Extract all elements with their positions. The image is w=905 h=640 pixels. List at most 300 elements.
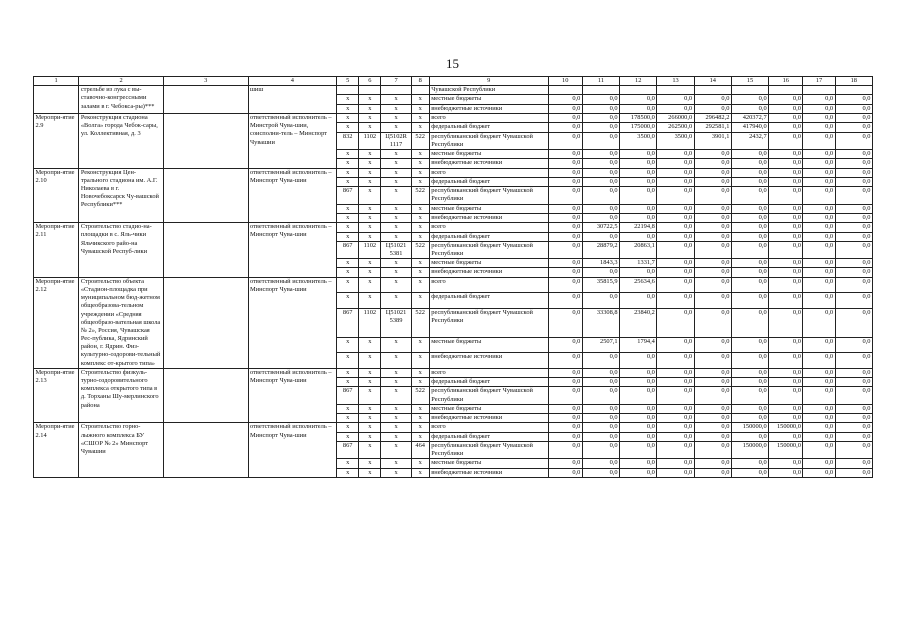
table-row [34, 168, 873, 177]
year-value-3: 3500,0 [620, 132, 657, 149]
year-value-5: 0,0 [694, 213, 731, 222]
year-value-2: 2507,1 [582, 337, 619, 353]
year-value-8: 0,0 [803, 95, 835, 104]
year-value-7: 0,0 [769, 132, 803, 149]
code-grbs: 867 [337, 308, 359, 337]
year-value-4: 0,0 [657, 268, 694, 277]
year-value-8: 0,0 [803, 353, 835, 369]
code-type: 464 [411, 441, 429, 458]
year-value-2: 0,0 [582, 177, 619, 186]
year-value-2: 28879,2 [582, 241, 619, 258]
year-value-1: 0,0 [548, 268, 582, 277]
funding-source: местные бюджеты [429, 259, 548, 268]
year-value-2 [582, 86, 619, 95]
year-value-8: 0,0 [803, 414, 835, 423]
year-value-7: 0,0 [769, 159, 803, 168]
year-value-7: 0,0 [769, 432, 803, 441]
year-value-5: 0,0 [694, 414, 731, 423]
year-value-2: 35815,9 [582, 277, 619, 293]
year-value-5: 0,0 [694, 387, 731, 404]
funding-source: внебюджетные источники [429, 104, 548, 113]
year-value-3: 0,0 [620, 168, 657, 177]
year-value-7: 0,0 [769, 241, 803, 258]
year-value-3: 0,0 [620, 423, 657, 432]
year-value-9: 0,0 [835, 268, 872, 277]
year-value-6: 0,0 [731, 459, 768, 468]
code-section: x [359, 123, 381, 132]
funding-source: всего [429, 368, 548, 377]
measure-responsible: ответственный исполнитель – Минспорт Чува-шии [248, 277, 337, 368]
column-number-6: 6 [359, 77, 381, 86]
code-section: 1102 [359, 241, 381, 258]
year-value-3: 0,0 [620, 459, 657, 468]
year-value-1: 0,0 [548, 378, 582, 387]
table-row [34, 277, 873, 293]
code-target: x [381, 337, 411, 353]
year-value-9: 0,0 [835, 337, 872, 353]
code-type: x [411, 177, 429, 186]
year-value-2: 0,0 [582, 213, 619, 222]
year-value-7: 0,0 [769, 123, 803, 132]
code-grbs: x [337, 213, 359, 222]
year-value-9: 0,0 [835, 150, 872, 159]
year-value-6: 0,0 [731, 387, 768, 404]
year-value-4: 0,0 [657, 404, 694, 413]
measure-name: стрельбе из лука с вы-ставочно-конгрессными залами в г. Чебокса-ры)*** [79, 86, 164, 114]
funding-source: внебюджетные источники [429, 213, 548, 222]
year-value-7: 0,0 [769, 337, 803, 353]
code-grbs: 832 [337, 132, 359, 149]
year-value-5: 0,0 [694, 95, 731, 104]
measure-id: Меропри-ятие 2.13 [34, 368, 79, 423]
year-value-4: 0,0 [657, 441, 694, 458]
year-value-9: 0,0 [835, 378, 872, 387]
year-value-1: 0,0 [548, 277, 582, 293]
funding-source: внебюджетные источники [429, 468, 548, 477]
year-value-8: 0,0 [803, 204, 835, 213]
code-section: x [359, 259, 381, 268]
year-value-2: 30722,5 [582, 223, 619, 232]
code-target: Ц51021 5381 [381, 241, 411, 258]
year-value-1: 0,0 [548, 223, 582, 232]
year-value-4: 0,0 [657, 468, 694, 477]
measure-id: Меропри-ятие 2.9 [34, 114, 79, 169]
year-value-8: 0,0 [803, 259, 835, 268]
year-value-8: 0,0 [803, 241, 835, 258]
measure-name: Реконструкция стадиона «Волга» города Чебок-сары, ул. Коллективная, д. 3 [79, 114, 164, 169]
year-value-9: 0,0 [835, 123, 872, 132]
year-value-3: 20863,1 [620, 241, 657, 258]
year-value-8: 0,0 [803, 223, 835, 232]
year-value-5: 0,0 [694, 432, 731, 441]
year-value-5: 0,0 [694, 232, 731, 241]
year-value-1: 0,0 [548, 293, 582, 309]
year-value-4: 0,0 [657, 353, 694, 369]
year-value-2: 0,0 [582, 368, 619, 377]
year-value-1: 0,0 [548, 104, 582, 113]
year-value-1: 0,0 [548, 114, 582, 123]
code-type: 522 [411, 387, 429, 404]
funding-source: всего [429, 114, 548, 123]
year-value-5: 0,0 [694, 150, 731, 159]
year-value-9: 0,0 [835, 353, 872, 369]
code-grbs: x [337, 293, 359, 309]
year-value-3: 0,0 [620, 104, 657, 113]
code-target: x [381, 168, 411, 177]
measure-responsible: ответственный исполнитель – Минспорт Чува-шии [248, 423, 337, 478]
funding-source: федеральный бюджет [429, 232, 548, 241]
year-value-4: 0,0 [657, 241, 694, 258]
year-value-3: 0,0 [620, 293, 657, 309]
code-target: x [381, 223, 411, 232]
year-value-6: 0,0 [731, 95, 768, 104]
code-section: x [359, 95, 381, 104]
code-type: x [411, 432, 429, 441]
table-row [34, 368, 873, 377]
code-section: x [359, 232, 381, 241]
year-value-7: 0,0 [769, 368, 803, 377]
year-value-4: 0,0 [657, 177, 694, 186]
code-section: x [359, 404, 381, 413]
year-value-3: 175000,0 [620, 123, 657, 132]
code-type: x [411, 293, 429, 309]
year-value-8: 0,0 [803, 104, 835, 113]
year-value-5: 0,0 [694, 353, 731, 369]
code-grbs: x [337, 123, 359, 132]
year-value-5: 0,0 [694, 378, 731, 387]
funding-source: местные бюджеты [429, 337, 548, 353]
code-target: x [381, 159, 411, 168]
code-target: x [381, 378, 411, 387]
measure-responsible: ответственный исполнитель – Минспорт Чува-шии [248, 223, 337, 278]
code-type: x [411, 468, 429, 477]
year-value-7: 150000,0 [769, 423, 803, 432]
year-value-1: 0,0 [548, 353, 582, 369]
year-value-6: 0,0 [731, 168, 768, 177]
year-value-9: 0,0 [835, 414, 872, 423]
year-value-2: 0,0 [582, 404, 619, 413]
code-grbs: x [337, 459, 359, 468]
year-value-4: 0,0 [657, 293, 694, 309]
year-value-4: 0,0 [657, 232, 694, 241]
code-grbs: x [337, 114, 359, 123]
year-value-8: 0,0 [803, 368, 835, 377]
year-value-8: 0,0 [803, 187, 835, 204]
year-value-5: 0,0 [694, 168, 731, 177]
code-type: 522 [411, 241, 429, 258]
year-value-8: 0,0 [803, 213, 835, 222]
year-value-9: 0,0 [835, 213, 872, 222]
code-type: x [411, 114, 429, 123]
year-value-2: 0,0 [582, 432, 619, 441]
code-type: x [411, 168, 429, 177]
year-value-4: 0,0 [657, 432, 694, 441]
column-number-1: 1 [34, 77, 79, 86]
code-section: x [359, 268, 381, 277]
year-value-1: 0,0 [548, 468, 582, 477]
measure-name: Строительство объекта «Стадион-площадка при муниципальном бюд-жетном общеобразова-тельном учреждении «Средняя общеобразо-вательная школа № 2», Россия, Чувашская Рес-публика, Ядринский район, г. Ядрин. Физ-культурно-оздорови-тельный комплекс от-крытого типа» [79, 277, 164, 368]
funding-source: внебюджетные источники [429, 268, 548, 277]
code-grbs: 867 [337, 187, 359, 204]
code-grbs: 867 [337, 441, 359, 458]
column-number-8: 8 [411, 77, 429, 86]
year-value-7: 0,0 [769, 150, 803, 159]
year-value-5: 0,0 [694, 241, 731, 258]
code-target: x [381, 232, 411, 241]
funding-source: республиканский бюджет Чувашской Республики [429, 308, 548, 337]
year-value-3: 0,0 [620, 187, 657, 204]
year-value-5: 0,0 [694, 268, 731, 277]
year-value-6: 150000,0 [731, 441, 768, 458]
year-value-5: 0,0 [694, 468, 731, 477]
year-value-3: 22194,8 [620, 223, 657, 232]
year-value-4: 0,0 [657, 223, 694, 232]
measure-responsible: ответственный исполнитель – Минспорт Чува-шии [248, 368, 337, 423]
funding-source: Чувашской Республики [429, 86, 548, 95]
year-value-8: 0,0 [803, 468, 835, 477]
year-value-8: 0,0 [803, 123, 835, 132]
year-value-2: 0,0 [582, 95, 619, 104]
column-number-5: 5 [337, 77, 359, 86]
year-value-7: 0,0 [769, 404, 803, 413]
year-value-3: 0,0 [620, 378, 657, 387]
year-value-5: 0,0 [694, 337, 731, 353]
year-value-8: 0,0 [803, 387, 835, 404]
year-value-9: 0,0 [835, 241, 872, 258]
code-grbs: x [337, 177, 359, 186]
measure-responsible: ответственный исполнитель – Минспорт Чува-шии [248, 168, 337, 223]
code-section: x [359, 223, 381, 232]
code-section: x [359, 368, 381, 377]
year-value-1: 0,0 [548, 95, 582, 104]
code-section: x [359, 432, 381, 441]
year-value-8: 0,0 [803, 132, 835, 149]
year-value-3: 0,0 [620, 387, 657, 404]
year-value-4: 266000,0 [657, 114, 694, 123]
year-value-6: 0,0 [731, 414, 768, 423]
year-value-9: 0,0 [835, 114, 872, 123]
year-value-7: 0,0 [769, 213, 803, 222]
year-value-2: 0,0 [582, 378, 619, 387]
code-section: x [359, 187, 381, 204]
year-value-6: 0,0 [731, 159, 768, 168]
year-value-7: 0,0 [769, 95, 803, 104]
code-target: x [381, 277, 411, 293]
year-value-7: 0,0 [769, 468, 803, 477]
year-value-3 [620, 86, 657, 95]
measure-name: Строительство горно-лыжного комплекса БУ «СШОР № 2» Минспорт Чувашии [79, 423, 164, 478]
code-section: x [359, 337, 381, 353]
code-section: x [359, 387, 381, 404]
funding-source: всего [429, 423, 548, 432]
year-value-9: 0,0 [835, 277, 872, 293]
year-value-1: 0,0 [548, 232, 582, 241]
measure-id: Меропри-ятие 2.14 [34, 423, 79, 478]
year-value-6: 0,0 [731, 150, 768, 159]
year-value-1: 0,0 [548, 308, 582, 337]
year-value-1: 0,0 [548, 204, 582, 213]
measure-col3 [163, 86, 248, 114]
year-value-6: 0,0 [731, 337, 768, 353]
column-number-2: 2 [79, 77, 164, 86]
year-value-7: 0,0 [769, 223, 803, 232]
year-value-4: 0,0 [657, 378, 694, 387]
year-value-1: 0,0 [548, 337, 582, 353]
year-value-1: 0,0 [548, 150, 582, 159]
year-value-2: 0,0 [582, 123, 619, 132]
code-target: x [381, 259, 411, 268]
year-value-5: 0,0 [694, 459, 731, 468]
code-type: x [411, 223, 429, 232]
year-value-8: 0,0 [803, 159, 835, 168]
code-section: x [359, 213, 381, 222]
code-target: x [381, 213, 411, 222]
year-value-5: 0,0 [694, 204, 731, 213]
code-grbs: x [337, 337, 359, 353]
year-value-9: 0,0 [835, 308, 872, 337]
measure-id: Меропри-ятие 2.10 [34, 168, 79, 223]
code-type: x [411, 268, 429, 277]
code-type: 522 [411, 187, 429, 204]
measure-name: Реконструкция Цен-трального стадиона им. А.Г. Николаева в г. Новочебоксарск Чу-вашской Республики*** [79, 168, 164, 223]
year-value-5: 0,0 [694, 368, 731, 377]
year-value-7: 0,0 [769, 259, 803, 268]
measure-id [34, 86, 79, 114]
year-value-7: 0,0 [769, 308, 803, 337]
year-value-7: 0,0 [769, 378, 803, 387]
year-value-9 [835, 86, 872, 95]
column-number-4: 4 [248, 77, 337, 86]
measure-id: Меропри-ятие 2.11 [34, 223, 79, 278]
year-value-8: 0,0 [803, 150, 835, 159]
year-value-9: 0,0 [835, 204, 872, 213]
year-value-6: 0,0 [731, 232, 768, 241]
year-value-6: 150000,0 [731, 423, 768, 432]
code-type: x [411, 95, 429, 104]
measure-col3 [163, 114, 248, 169]
code-grbs: x [337, 368, 359, 377]
year-value-4: 0,0 [657, 104, 694, 113]
code-grbs: x [337, 404, 359, 413]
table-row [34, 114, 873, 123]
table-row [34, 86, 873, 95]
year-value-4: 0,0 [657, 308, 694, 337]
page-number: 15 [446, 56, 459, 71]
column-number-7: 7 [381, 77, 411, 86]
code-type: x [411, 277, 429, 293]
year-value-9: 0,0 [835, 432, 872, 441]
measure-name: Строительство физкуль-турно-оздоровительного комплекса открытого типа в д. Торханы Шу-мерлинского района [79, 368, 164, 423]
year-value-6: 0,0 [731, 277, 768, 293]
year-value-5: 3901,1 [694, 132, 731, 149]
code-target: Ц5102R 1117 [381, 132, 411, 149]
year-value-3: 0,0 [620, 232, 657, 241]
year-value-9: 0,0 [835, 459, 872, 468]
year-value-8: 0,0 [803, 168, 835, 177]
year-value-9: 0,0 [835, 404, 872, 413]
year-value-6: 2432,7 [731, 132, 768, 149]
measure-responsible: шиш [248, 86, 337, 114]
year-value-7: 0,0 [769, 232, 803, 241]
year-value-4: 0,0 [657, 368, 694, 377]
year-value-7: 0,0 [769, 387, 803, 404]
code-section: x [359, 468, 381, 477]
year-value-1: 0,0 [548, 187, 582, 204]
code-type: x [411, 232, 429, 241]
code-grbs: x [337, 168, 359, 177]
year-value-3: 1794,4 [620, 337, 657, 353]
year-value-8: 0,0 [803, 337, 835, 353]
year-value-6: 0,0 [731, 368, 768, 377]
year-value-4: 0,0 [657, 213, 694, 222]
year-value-7: 0,0 [769, 414, 803, 423]
code-section: x [359, 150, 381, 159]
code-section: x [359, 177, 381, 186]
year-value-9: 0,0 [835, 293, 872, 309]
code-section: x [359, 423, 381, 432]
year-value-2: 0,0 [582, 159, 619, 168]
year-value-3: 0,0 [620, 150, 657, 159]
year-value-4: 0,0 [657, 95, 694, 104]
funding-source: внебюджетные источники [429, 414, 548, 423]
year-value-4: 0,0 [657, 387, 694, 404]
year-value-6: 417940,0 [731, 123, 768, 132]
year-value-6: 0,0 [731, 404, 768, 413]
year-value-7: 0,0 [769, 268, 803, 277]
code-grbs: 867 [337, 387, 359, 404]
funding-source: местные бюджеты [429, 150, 548, 159]
code-section: x [359, 168, 381, 177]
year-value-1: 0,0 [548, 177, 582, 186]
year-value-3: 0,0 [620, 353, 657, 369]
code-type: x [411, 459, 429, 468]
code-section: x [359, 353, 381, 369]
year-value-2: 0,0 [582, 353, 619, 369]
year-value-9: 0,0 [835, 441, 872, 458]
year-value-5: 0,0 [694, 293, 731, 309]
measure-name: Строительство стадио-на-площадки в с. Яль-чики Яльчикского райо-на Чувашской Респуб-лики [79, 223, 164, 278]
year-value-1: 0,0 [548, 414, 582, 423]
measure-id: Меропри-ятие 2.12 [34, 277, 79, 368]
year-value-2: 0,0 [582, 423, 619, 432]
code-target [381, 86, 411, 95]
year-value-4: 0,0 [657, 168, 694, 177]
code-section: x [359, 441, 381, 458]
funding-source: всего [429, 168, 548, 177]
code-section: x [359, 459, 381, 468]
year-value-9: 0,0 [835, 387, 872, 404]
code-type: x [411, 337, 429, 353]
year-value-9: 0,0 [835, 104, 872, 113]
code-target: x [381, 353, 411, 369]
year-value-9: 0,0 [835, 168, 872, 177]
year-value-6: 0,0 [731, 259, 768, 268]
code-type: x [411, 204, 429, 213]
year-value-8: 0,0 [803, 441, 835, 458]
year-value-6: 420372,7 [731, 114, 768, 123]
year-value-5: 296482,2 [694, 114, 731, 123]
year-value-5: 0,0 [694, 187, 731, 204]
code-target: x [381, 404, 411, 413]
year-value-2: 1843,3 [582, 259, 619, 268]
code-type: x [411, 378, 429, 387]
year-value-8: 0,0 [803, 293, 835, 309]
year-value-3: 0,0 [620, 441, 657, 458]
table-row [34, 423, 873, 432]
code-section: x [359, 114, 381, 123]
year-value-7: 0,0 [769, 114, 803, 123]
year-value-1: 0,0 [548, 241, 582, 258]
